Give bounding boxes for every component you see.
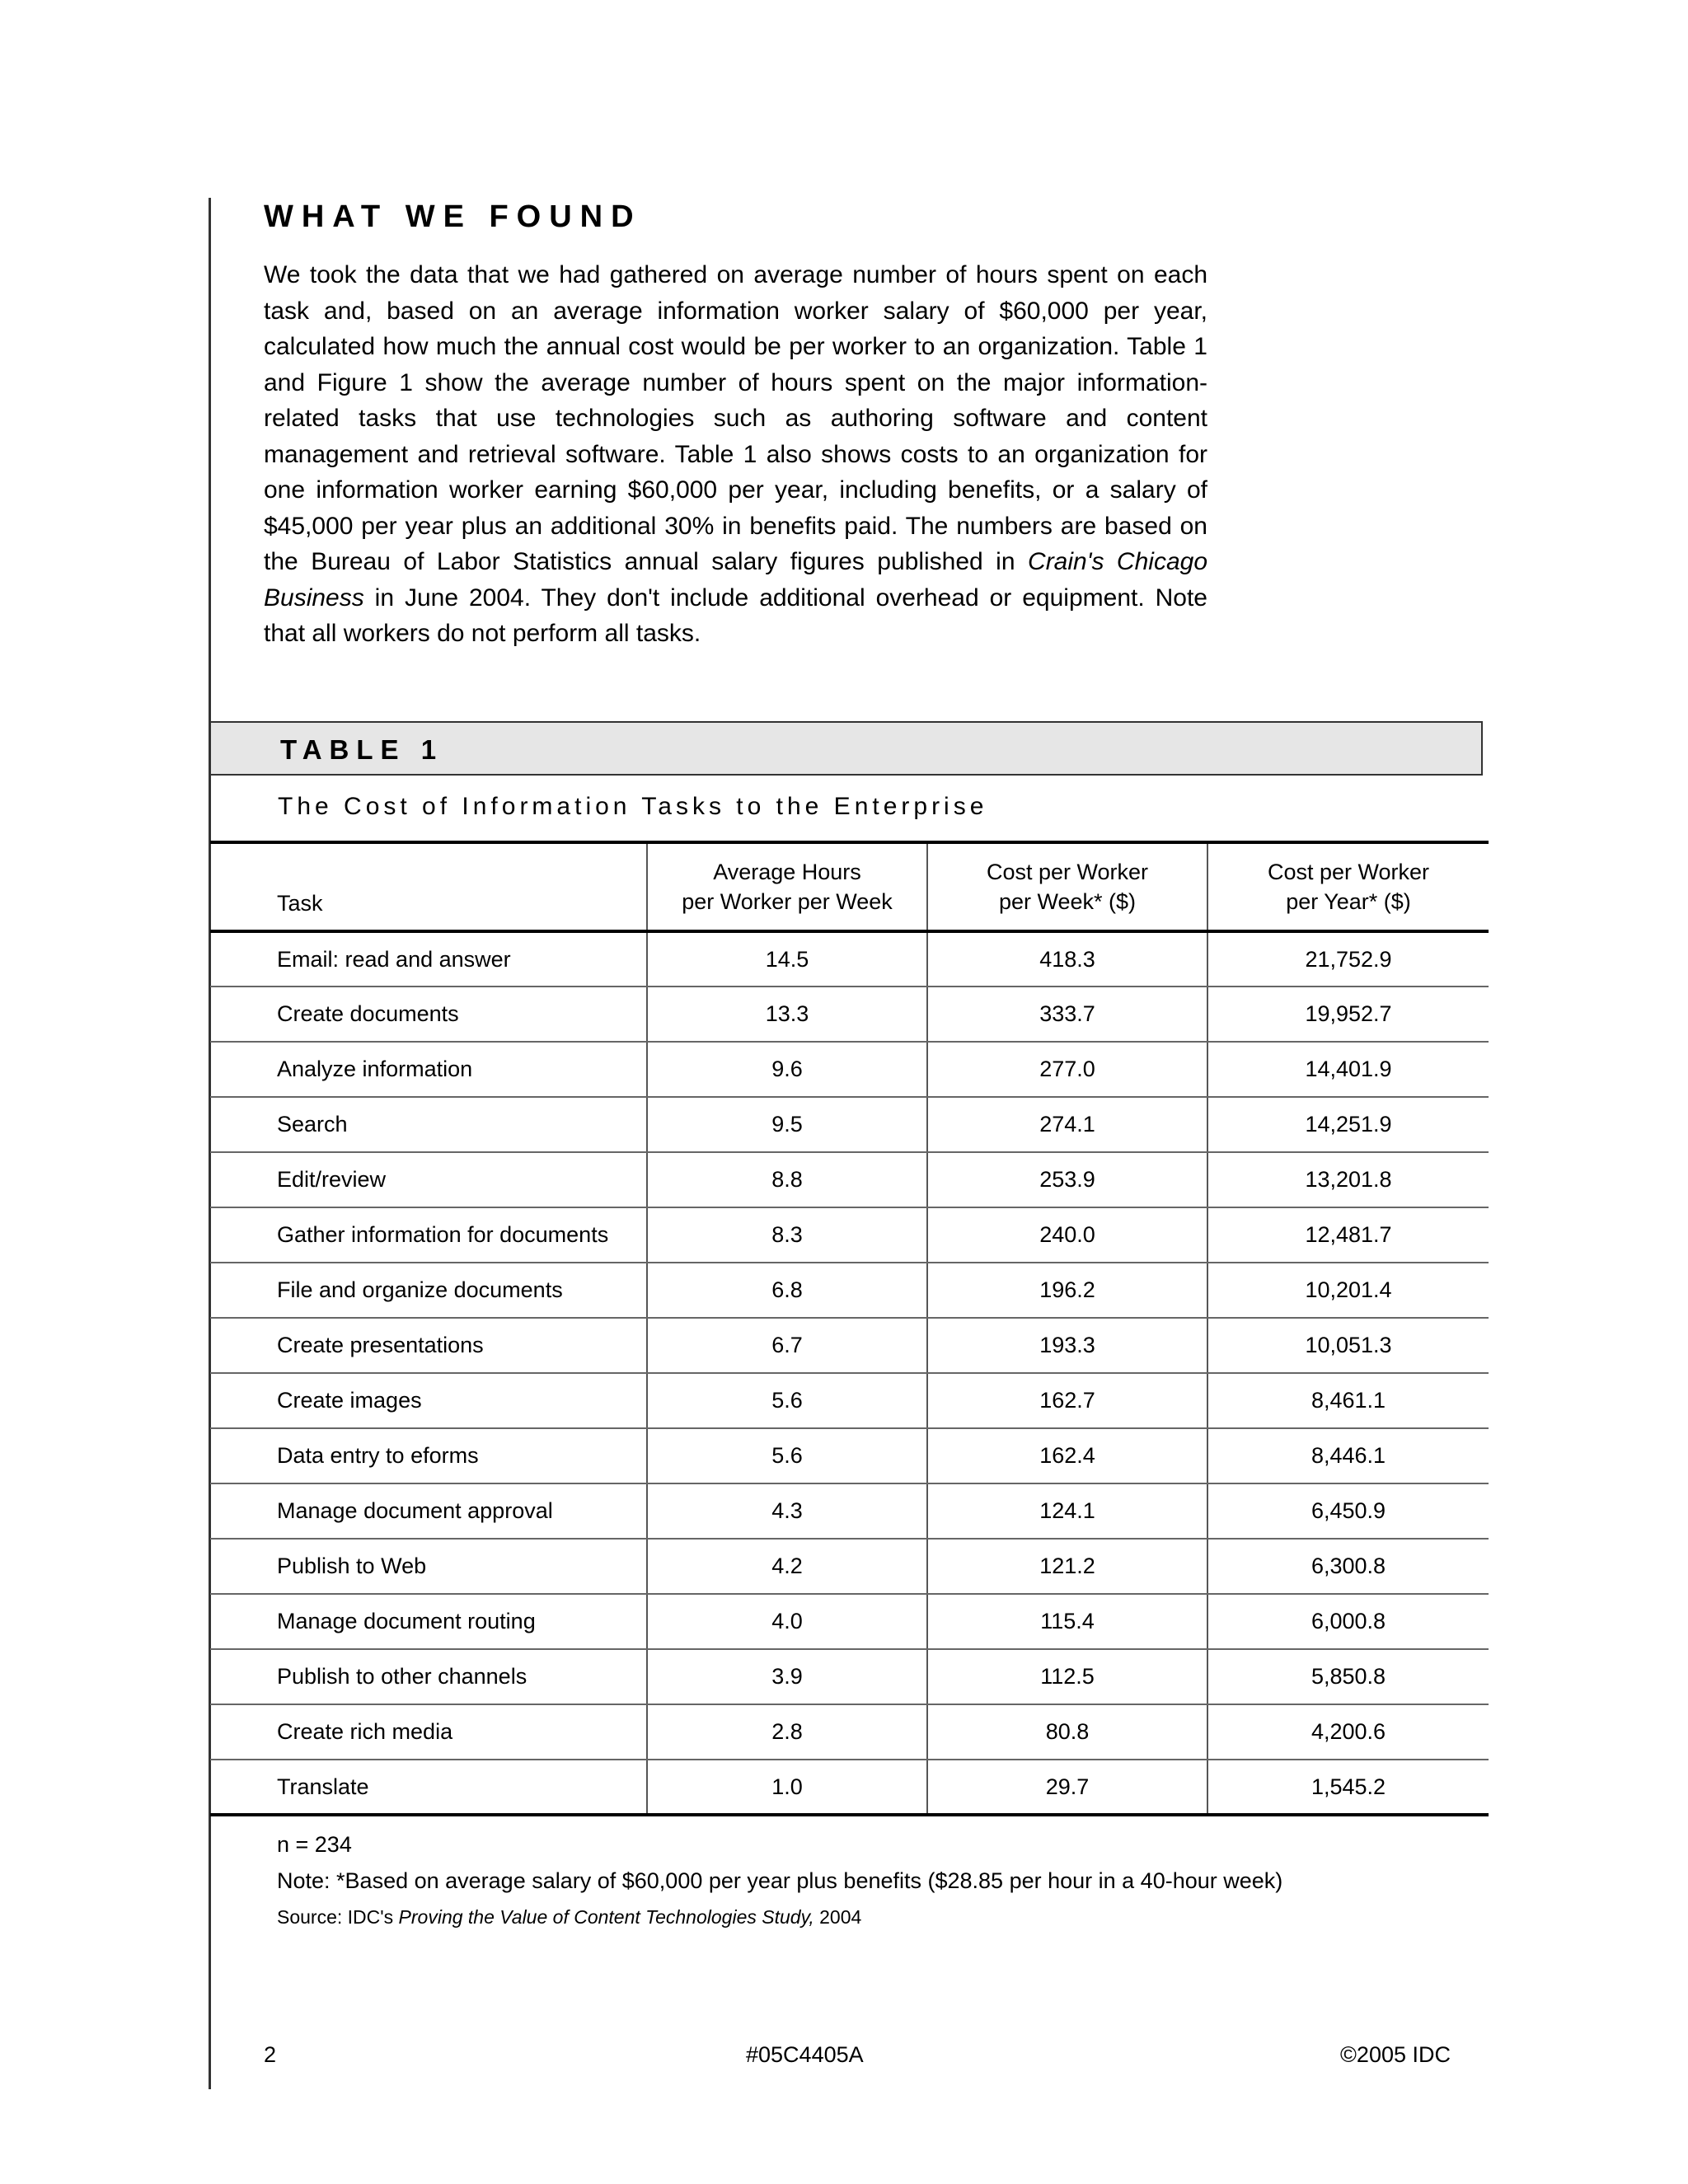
- cell-hours: 6.7: [647, 1318, 927, 1373]
- cell-cost-year: 5,850.8: [1207, 1649, 1489, 1704]
- table-row: [210, 1594, 1489, 1649]
- cell-task: Manage document routing: [210, 1594, 647, 1649]
- cell-hours: 6.8: [647, 1263, 927, 1318]
- cell-cost-week: 193.3: [927, 1318, 1207, 1373]
- header-task: Task: [210, 842, 647, 931]
- cell-task: Create images: [210, 1373, 647, 1428]
- cell-cost-year: 10,201.4: [1207, 1263, 1489, 1318]
- cell-hours: 8.3: [647, 1207, 927, 1263]
- cost-table-container: [210, 841, 1489, 1816]
- table-notes: [277, 1826, 1282, 1933]
- cell-cost-week: 162.7: [927, 1373, 1207, 1428]
- table-label: TABLE 1: [280, 734, 444, 765]
- cell-task: Create documents: [210, 987, 647, 1042]
- cell-cost-week: 112.5: [927, 1649, 1207, 1704]
- salary-note: Note: *Based on average salary of $60,000 per year plus benefits ($28.85 per hour in a 40-hour week): [277, 1868, 1283, 1893]
- table-row: [210, 1539, 1489, 1594]
- cell-cost-year: 19,952.7: [1207, 987, 1489, 1042]
- cell-cost-week: 124.1: [927, 1483, 1207, 1539]
- cell-cost-week: 333.7: [927, 987, 1207, 1042]
- cell-hours: 9.5: [647, 1097, 927, 1152]
- cell-hours: 4.2: [647, 1539, 927, 1594]
- cell-cost-year: 13,201.8: [1207, 1152, 1489, 1207]
- page-number: 2: [264, 2042, 277, 2067]
- cell-cost-year: 14,401.9: [1207, 1042, 1489, 1097]
- cell-task: Analyze information: [210, 1042, 647, 1097]
- table-subtitle: The Cost of Information Tasks to the Enterprise: [278, 793, 988, 820]
- header-average-hours: Average Hours per Worker per Week: [647, 842, 927, 931]
- cell-task: Create presentations: [210, 1318, 647, 1373]
- cell-hours: 14.5: [647, 931, 927, 987]
- cell-hours: 3.9: [647, 1649, 927, 1704]
- cell-task: Manage document approval: [210, 1483, 647, 1539]
- body-paragraph-part2: in June 2004. They don't include additional overhead or equipment. Note that all workers do not perform all tasks.: [264, 583, 1207, 647]
- document-id: #05C4405A: [746, 2042, 864, 2067]
- table-row: [210, 1097, 1489, 1152]
- sample-size: n = 234: [277, 1832, 352, 1857]
- cell-cost-year: 10,051.3: [1207, 1318, 1489, 1373]
- cell-cost-week: 115.4: [927, 1594, 1207, 1649]
- cell-cost-year: 8,461.1: [1207, 1373, 1489, 1428]
- cell-cost-year: 21,752.9: [1207, 931, 1489, 987]
- cell-hours: 4.3: [647, 1483, 927, 1539]
- cell-cost-week: 253.9: [927, 1152, 1207, 1207]
- header-cost-per-week: Cost per Worker per Week* ($): [927, 842, 1207, 931]
- cell-hours: 13.3: [647, 987, 927, 1042]
- cell-task: File and organize documents: [210, 1263, 647, 1318]
- cell-cost-year: 4,200.6: [1207, 1704, 1489, 1760]
- page-footer: [264, 2042, 1451, 2075]
- cell-cost-year: 6,450.9: [1207, 1483, 1489, 1539]
- cell-task: Create rich media: [210, 1704, 647, 1760]
- cell-hours: 4.0: [647, 1594, 927, 1649]
- cell-hours: 5.6: [647, 1373, 927, 1428]
- table-row: [210, 987, 1489, 1042]
- cell-hours: 5.6: [647, 1428, 927, 1483]
- cell-hours: 1.0: [647, 1760, 927, 1815]
- cell-hours: 8.8: [647, 1152, 927, 1207]
- cell-task: Publish to Web: [210, 1539, 647, 1594]
- cell-cost-year: 12,481.7: [1207, 1207, 1489, 1263]
- table-row: [210, 1428, 1489, 1483]
- cell-task: Data entry to eforms: [210, 1428, 647, 1483]
- body-paragraph: [264, 257, 1207, 652]
- cell-cost-week: 277.0: [927, 1042, 1207, 1097]
- table-row: [210, 1483, 1489, 1539]
- cell-task: Email: read and answer: [210, 931, 647, 987]
- cell-cost-week: 418.3: [927, 931, 1207, 987]
- table-row: [210, 1042, 1489, 1097]
- cell-cost-week: 80.8: [927, 1704, 1207, 1760]
- copyright: ©2005 IDC: [1340, 2042, 1451, 2067]
- cell-task: Publish to other channels: [210, 1649, 647, 1704]
- cell-cost-week: 274.1: [927, 1097, 1207, 1152]
- cell-cost-year: 6,000.8: [1207, 1594, 1489, 1649]
- table-row: [210, 1318, 1489, 1373]
- cell-hours: 9.6: [647, 1042, 927, 1097]
- cell-cost-week: 162.4: [927, 1428, 1207, 1483]
- table-row: [210, 1649, 1489, 1704]
- cell-hours: 2.8: [647, 1704, 927, 1760]
- table-header-row: [210, 842, 1489, 931]
- table-label-banner: [209, 721, 1483, 776]
- cell-cost-week: 196.2: [927, 1263, 1207, 1318]
- body-paragraph-publication: Crain's Chicago Business: [264, 548, 1208, 612]
- header-cost-per-year: Cost per Worker per Year* ($): [1207, 842, 1489, 931]
- cell-task: Edit/review: [210, 1152, 647, 1207]
- cell-cost-year: 14,251.9: [1207, 1097, 1489, 1152]
- table-row: [210, 1263, 1489, 1318]
- cell-cost-week: 29.7: [927, 1760, 1207, 1815]
- table-row: [210, 1152, 1489, 1207]
- table-row: [210, 1207, 1489, 1263]
- cell-cost-week: 240.0: [927, 1207, 1207, 1263]
- source-study-title: Proving the Value of Content Technologies Study,: [398, 1906, 814, 1928]
- table-row: [210, 1760, 1489, 1815]
- cost-table: [210, 841, 1489, 1816]
- cell-task: Search: [210, 1097, 647, 1152]
- table-row: [210, 1704, 1489, 1760]
- source-citation: Source: IDC's Proving the Value of Content Technologies Study, 2004: [277, 1906, 862, 1928]
- table-row: [210, 931, 1489, 987]
- cell-task: Translate: [210, 1760, 647, 1815]
- cell-task: Gather information for documents: [210, 1207, 647, 1263]
- cell-cost-year: 6,300.8: [1207, 1539, 1489, 1594]
- cell-cost-week: 121.2: [927, 1539, 1207, 1594]
- cell-cost-year: 1,545.2: [1207, 1760, 1489, 1815]
- cell-cost-year: 8,446.1: [1207, 1428, 1489, 1483]
- body-paragraph-part1: We took the data that we had gathered on average number of hours spent on each task and, based on an average information worker salary of $60,000 per year, calculated how much the annual cost would be per worker to an organization. Table 1 and Figure 1 show the average number of hours spent on the major information-related tasks that use technologies such as authoring software and content management and retrieval software. Table 1 also shows costs to an organization for one information worker earning $60,000 per year, including benefits, or a salary of $45,000 per year plus an additional 30% in benefits paid. The numbers are based on the Bureau of Labor Statistics annual salary figures published in: [264, 261, 1207, 575]
- section-title: WHAT WE FOUND: [264, 199, 642, 234]
- table-body: [210, 931, 1489, 1815]
- table-row: [210, 1373, 1489, 1428]
